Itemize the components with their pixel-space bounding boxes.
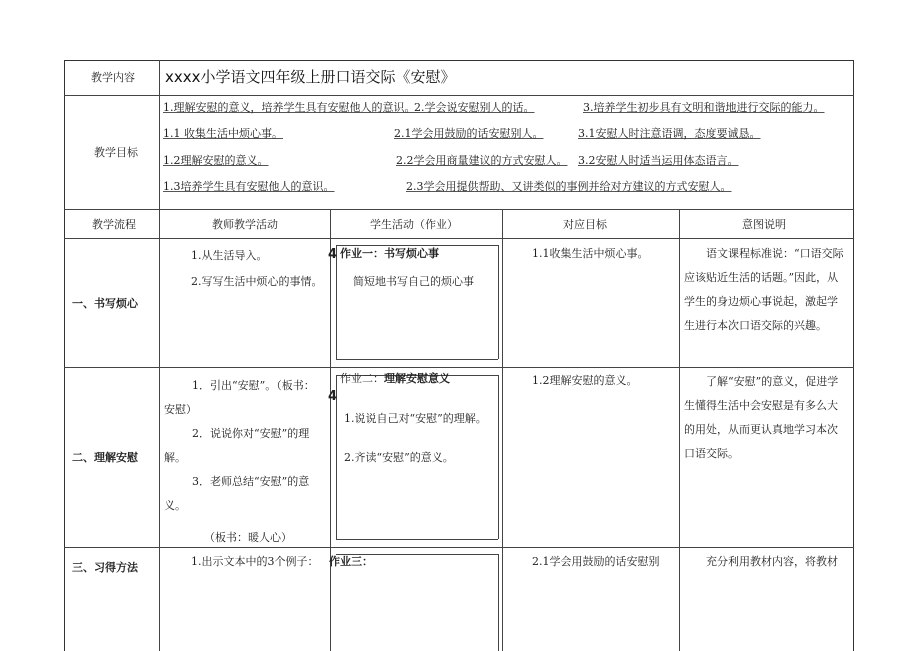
- goal-2-3: 2.3学会用提供帮助、又讲类似的事例并给对方建议的方式安慰人。: [406, 180, 732, 193]
- section-title: 一、书写烦心: [72, 297, 138, 310]
- teacher-activity: 2.写写生活中烦心的事情。: [191, 275, 323, 288]
- column-divider: [679, 209, 680, 651]
- homework-label: 作业二：: [340, 372, 384, 385]
- goal-3-2: 3.2安慰人时适当运用体态语言。: [578, 154, 739, 167]
- row-divider: [64, 367, 854, 368]
- goal-2-1: 2.1学会用鼓励的话安慰别人。: [394, 127, 544, 140]
- row-divider: [64, 547, 854, 548]
- page-title: xxxx小学语文四年级上册口语交际《安慰》: [165, 68, 456, 86]
- goal-1-1: 1.1 收集生活中烦心事。: [163, 127, 283, 140]
- row-divider: [64, 95, 854, 96]
- goal-1: 1.理解安慰的意义，培养学生具有安慰他人的意识。: [163, 101, 416, 114]
- row-divider: [64, 209, 854, 210]
- inner-box-line: [336, 359, 498, 360]
- row-marker: 4: [328, 389, 338, 404]
- column-header-student: 学生活动（作业）: [370, 218, 458, 231]
- column-header-teacher: 教师教学活动: [212, 218, 278, 231]
- intent-note: 语文课程标准说：“口语交际应该贴近生活的话题。”因此，从学生的身边烦心事说起，激起学生进行本次口语交际的兴趣。: [684, 247, 844, 332]
- homework-topic: 理解安慰意义: [384, 372, 450, 385]
- homework-title: 作业三：: [329, 555, 373, 568]
- goals-label: 教学目标: [94, 146, 138, 159]
- target-goal: 2.1学会用鼓励的话安慰别: [532, 555, 660, 568]
- inner-box-line: [336, 245, 337, 359]
- teacher-activity: 3．老师总结“安慰”的意义。: [164, 475, 310, 512]
- teacher-activity: （板书：暖人心）: [204, 531, 292, 544]
- teacher-activity: 1.从生活导入。: [191, 249, 268, 262]
- column-header-intent: 意图说明: [742, 218, 786, 231]
- section-title: 二、理解安慰: [72, 451, 138, 464]
- inner-box-line: [498, 375, 499, 539]
- section-title: 三、习得方法: [72, 561, 138, 574]
- inner-box-line: [498, 554, 499, 651]
- column-divider: [159, 60, 160, 651]
- intent-note: 了解“安慰”的意义，促进学生懂得生活中会安慰是有多么大的用处，从而更认真地学习本次口语交际。: [684, 375, 839, 460]
- content-label: 教学内容: [91, 71, 135, 84]
- intent-note: 充分利用教材内容，将教材: [706, 555, 838, 568]
- homework-title: [340, 373, 450, 384]
- goal-3-1: 3.1安慰人时注意语调，态度要诚恳。: [578, 127, 761, 140]
- column-header-process: 教学流程: [92, 218, 136, 231]
- column-divider: [330, 209, 331, 651]
- homework-detail: 简短地书写自己的烦心事: [353, 275, 474, 288]
- teacher-activity: 1．引出“安慰”。（板书：安慰）: [164, 379, 315, 416]
- teacher-activity: 2．说说你对“安慰”的理解。: [164, 427, 310, 464]
- row-marker: 4: [328, 247, 338, 262]
- teacher-activity: 1.出示文本中的3个例子：: [191, 555, 319, 568]
- inner-box-line: [336, 539, 498, 540]
- inner-box-line: [498, 245, 499, 359]
- goal-1-2: 1.2理解安慰的意义。: [163, 154, 269, 167]
- homework-detail: 1.说说自己对“安慰”的理解。: [344, 412, 487, 425]
- goal-2: 2.学会说安慰别人的话。: [414, 101, 535, 114]
- column-header-target: 对应目标: [563, 218, 607, 231]
- homework-detail: 2.齐读“安慰”的意义。: [344, 451, 454, 464]
- inner-box-line: [336, 245, 498, 246]
- row-divider: [64, 238, 854, 239]
- column-divider: [502, 209, 503, 651]
- target-goal: 1.1收集生活中烦心事。: [532, 247, 649, 260]
- goal-1-3: 1.3培养学生具有安慰他人的意识。: [163, 180, 335, 193]
- homework-title: 作业一：书写烦心事: [340, 247, 439, 260]
- target-goal: 1.2理解安慰的意义。: [532, 374, 638, 387]
- goal-2-2: 2.2学会用商量建议的方式安慰人。: [396, 154, 568, 167]
- goal-3: 3.培养学生初步具有文明和谐地进行交际的能力。: [583, 101, 825, 114]
